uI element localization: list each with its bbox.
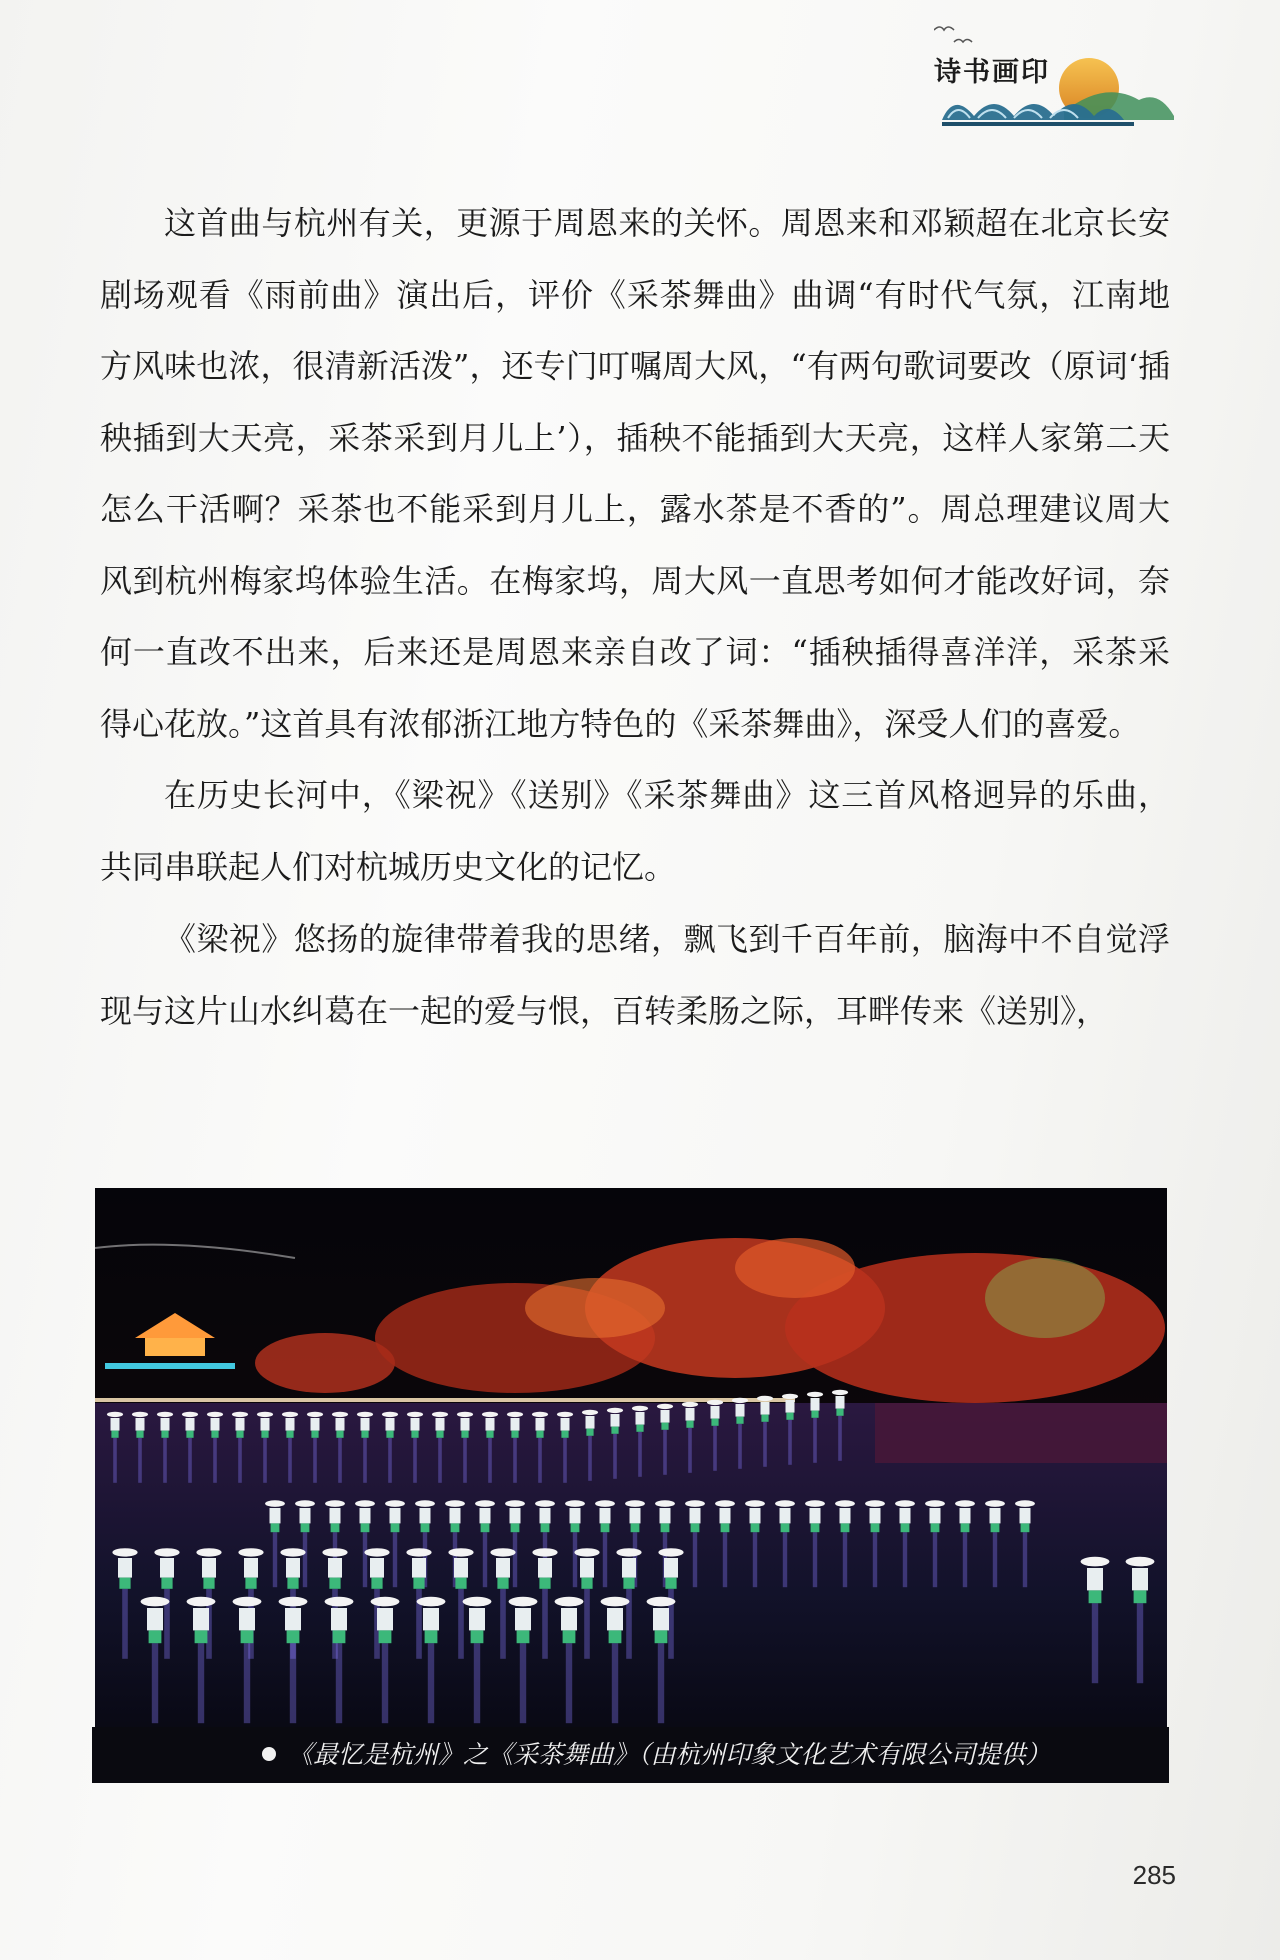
- paragraph: 《梁祝》悠扬的旋律带着我的思绪，飘飞到千百年前，脑海中不自觉浮现与这片山水纠葛在一起的爱与恨，百转柔肠之际，耳畔传来《送别》，: [100, 920, 1170, 1030]
- paragraph: 在历史长河中，《梁祝》《送别》《采茶舞曲》这三首风格迥异的乐曲，共同串联起人们对杭城历史文化的记忆。: [100, 776, 1170, 886]
- page-number: 285: [1132, 1860, 1176, 1890]
- caption-text: 《最忆是杭州》之《采茶舞曲》（由杭州印象文化艺术有限公司提供）: [288, 1740, 1051, 1769]
- section-header: [934, 20, 1184, 130]
- section-title: 诗书画印: [934, 57, 1050, 88]
- photo-caption: [92, 1727, 1169, 1783]
- bird-icon: [954, 40, 972, 43]
- performance-photo: [95, 1188, 1167, 1781]
- article-body: [100, 188, 1170, 1047]
- bird-icon: [934, 27, 954, 30]
- bullet-icon: [262, 1747, 276, 1761]
- paragraph: 这首曲与杭州有关，更源于周恩来的关怀。周恩来和邓颖超在北京长安剧场观看《雨前曲》演出后，评价《采茶舞曲》曲调“有时代气氛，江南地方风味也浓，很清新活泼”，还专门叮嘱周大风，“有两句歌词要改（原词‘插秧插到大天亮，采茶采到月儿上’），插秧不能插到大天亮，这样人家第二天怎么干活啊？采茶也不能采到月儿上，露水茶是不香的”。周总理建议周大风到杭州梅家坞体验生活。在梅家坞，周大风一直思考如何才能改好词，奈何一直改不出来，后来还是周恩来亲自改了词：“插秧插得喜洋洋，采茶采得心花放。”这首具有浓郁浙江地方特色的《采茶舞曲》，深受人们的喜爱。: [100, 204, 1170, 743]
